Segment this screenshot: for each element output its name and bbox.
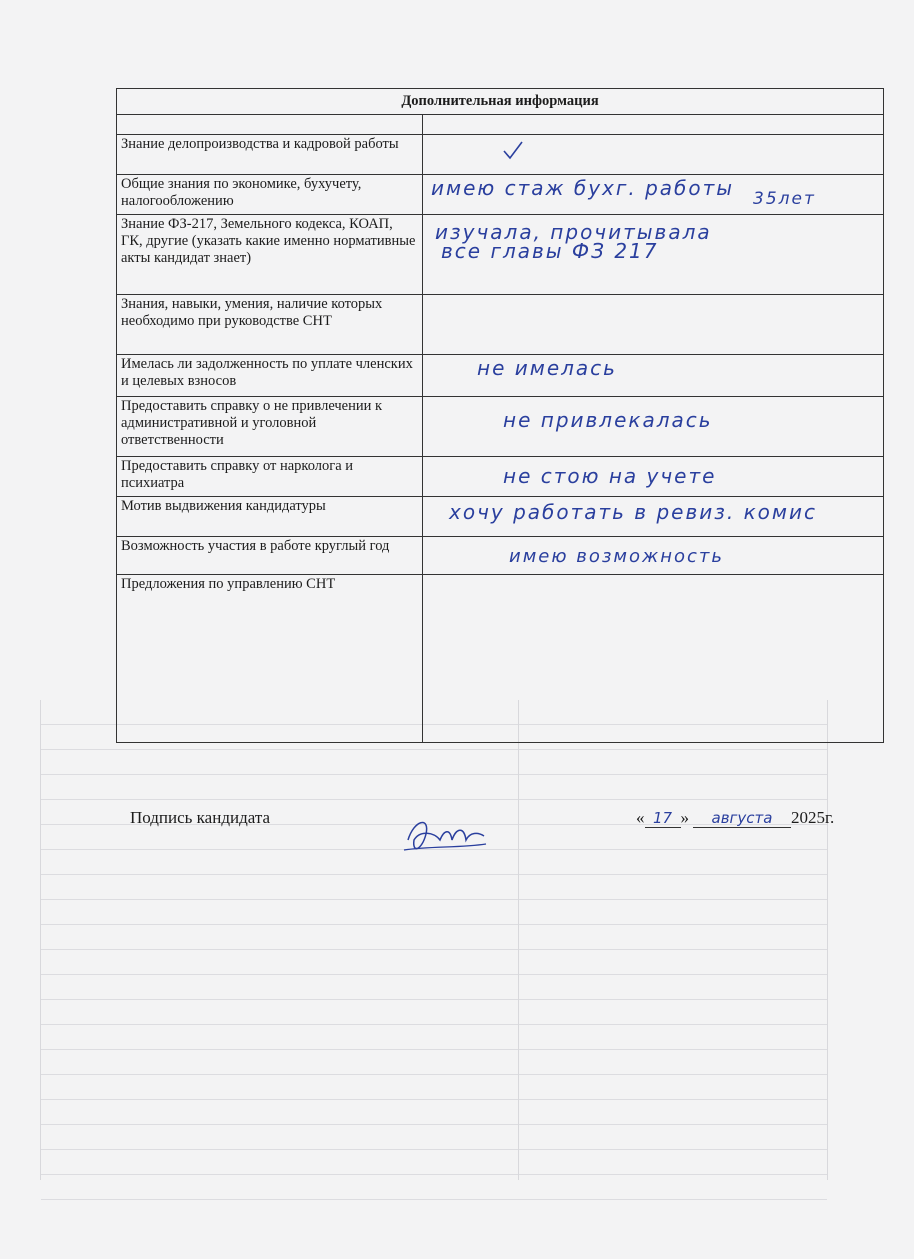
row-label: Мотив выдвижения кандидатуры <box>117 497 423 537</box>
row-answer <box>423 115 884 135</box>
row-answer <box>423 135 884 175</box>
row-answer <box>423 175 884 215</box>
handwritten-answer-2: все главы ФЗ 217 <box>441 239 659 263</box>
table-row <box>117 397 884 457</box>
row-answer <box>423 497 884 537</box>
row-label: Имелась ли задолженность по уплате членских и целевых взносов <box>117 355 423 397</box>
row-label: Знание ФЗ-217, Земельного кодекса, КОАП, ГК, другие (указать какие именно нормативные акты кандидат знает) <box>117 215 423 295</box>
row-label: Предоставить справку от нарколога и психиатра <box>117 457 423 497</box>
additional-info-table <box>116 88 884 743</box>
date-day: 17 <box>645 809 681 828</box>
handwritten-answer: имею возможность <box>509 546 724 567</box>
row-answer <box>423 355 884 397</box>
row-answer <box>423 457 884 497</box>
handwritten-answer: не привлекалась <box>503 408 713 432</box>
row-label: Знания, навыки, умения, наличие которых необходимо при руководстве СНТ <box>117 295 423 355</box>
reverse-side-table <box>40 700 828 1180</box>
row-answer <box>423 215 884 295</box>
candidate-signature <box>400 810 490 860</box>
handwritten-answer: хочу работать в ревиз. комис <box>449 500 817 524</box>
row-answer <box>423 537 884 575</box>
row-label: Возможность участия в работе круглый год <box>117 537 423 575</box>
table-row <box>117 215 884 295</box>
table-row <box>117 457 884 497</box>
checkmark-icon <box>502 140 524 162</box>
table-row <box>117 175 884 215</box>
row-label: Предложения по управлению СНТ <box>117 575 423 743</box>
signature-label: Подпись кандидата <box>130 808 271 827</box>
handwritten-answer-2: 35лет <box>753 189 816 209</box>
date-quote-close: » <box>680 808 689 827</box>
table-row <box>117 295 884 355</box>
row-answer <box>423 295 884 355</box>
table-row <box>117 575 884 743</box>
signature-date <box>636 808 834 828</box>
table-row <box>117 115 884 135</box>
handwritten-answer: не имелась <box>477 356 617 380</box>
table-row <box>117 497 884 537</box>
handwritten-answer: не стою на учете <box>503 464 717 488</box>
date-year: 2025г. <box>791 808 835 827</box>
table-row <box>117 537 884 575</box>
row-label: Предоставить справку о не привлечении к административной и уголовной ответственности <box>117 397 423 457</box>
row-answer <box>423 575 884 743</box>
table-header: Дополнительная информация <box>117 89 884 115</box>
row-answer <box>423 397 884 457</box>
row-label: Общие знания по экономике, бухучету, налогообложению <box>117 175 423 215</box>
handwritten-answer: изучала, прочитывала <box>435 220 712 244</box>
table-row <box>117 135 884 175</box>
handwritten-answer: имею стаж бухг. работы <box>431 176 735 200</box>
table-row <box>117 355 884 397</box>
date-month: августа <box>693 809 791 828</box>
reverse-side-divider <box>518 700 519 1180</box>
row-label: Знание делопроизводства и кадровой работы <box>117 135 423 175</box>
date-quote-open: « <box>636 808 645 827</box>
row-label <box>117 115 423 135</box>
